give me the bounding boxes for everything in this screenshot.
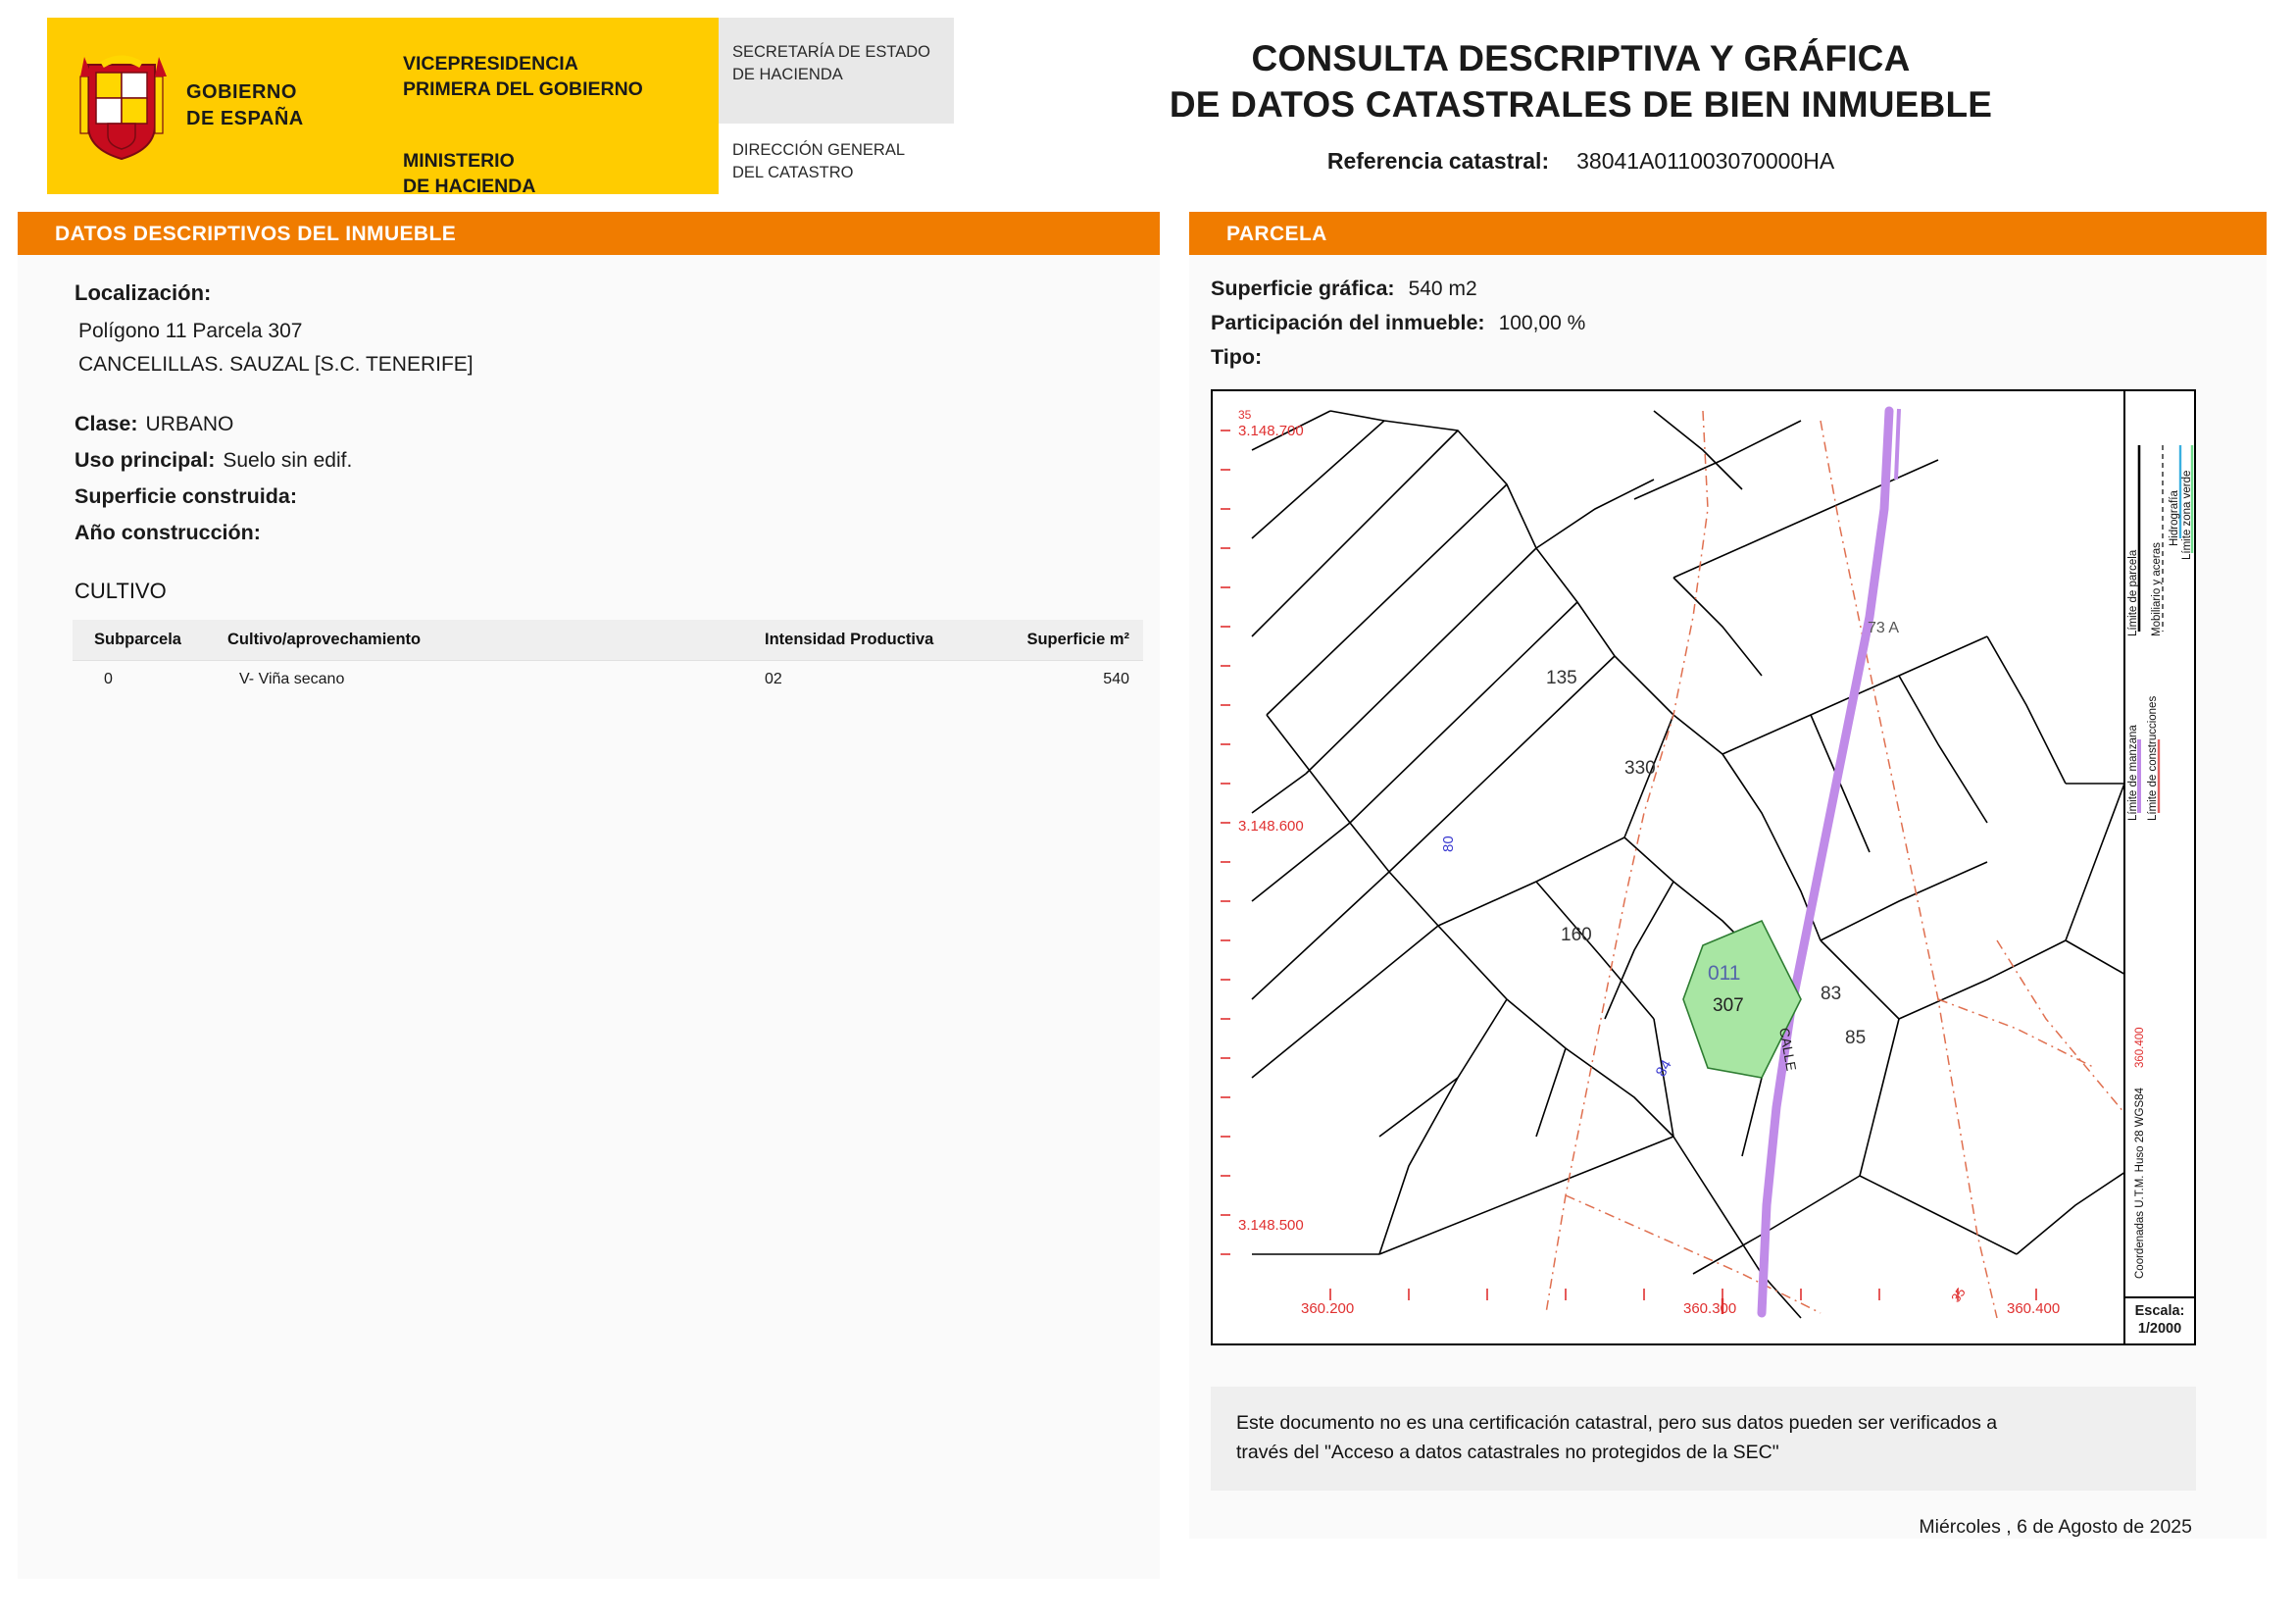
selected-parcel-label-011: 011 xyxy=(1708,962,1741,985)
logo-direccion-line1: DIRECCIÓN GENERAL xyxy=(732,141,906,159)
logo-gobierno-line1: GOBIERNO xyxy=(186,81,297,103)
map-scale-value: 1/2000 xyxy=(2137,1321,2182,1338)
svg-text:73 A: 73 A xyxy=(1868,620,1900,636)
document-title-block xyxy=(954,18,2296,175)
table-row xyxy=(73,661,1143,699)
participacion-value: 100,00 % xyxy=(1498,312,1586,334)
svg-text:135: 135 xyxy=(1546,668,1577,688)
clase-label: Clase: xyxy=(75,412,138,435)
logo-secretaria-line2: DE HACIENDA xyxy=(732,66,843,84)
svg-text:Límite de parcela: Límite de parcela xyxy=(2127,549,2139,636)
manzana-boundaries xyxy=(1546,411,2193,1318)
superficie-grafica-label: Superficie gráfica: xyxy=(1211,277,1395,300)
clase-row xyxy=(75,412,1130,436)
logo-secretaria-block xyxy=(719,18,954,124)
logo-secretaria-col xyxy=(719,18,954,194)
left-panel-header: DATOS DESCRIPTIVOS DEL INMUEBLE xyxy=(18,212,1160,255)
document-date: Miércoles , 6 de Agosto de 2025 xyxy=(1919,1516,2192,1539)
superficie-construida-row xyxy=(75,484,1130,509)
table-header-row xyxy=(73,620,1143,661)
svg-text:3.148.600: 3.148.600 xyxy=(1238,818,1304,835)
parcel-labels-blue xyxy=(1440,836,1675,1080)
left-panel xyxy=(18,212,1160,1579)
svg-text:360.400: 360.400 xyxy=(2134,1027,2146,1068)
logo-direccion-general-block xyxy=(719,124,954,194)
anio-construccion-label: Año construcción: xyxy=(75,521,261,544)
logo-vicepresidencia-line1: VICEPRESIDENCIA xyxy=(403,53,578,75)
page-header xyxy=(0,0,2296,197)
cultivo-section-title: CULTIVO xyxy=(75,579,167,603)
left-panel-body xyxy=(18,255,1160,1579)
column-header-cultivo: Cultivo/aprovechamiento xyxy=(210,620,759,661)
uso-principal-row xyxy=(75,448,1130,473)
cell-intensidad: 02 xyxy=(765,671,782,687)
page-title-line1: CONSULTA DESCRIPTIVA Y GRÁFICA xyxy=(1251,38,1911,78)
svg-text:Límite zona verde: Límite zona verde xyxy=(2181,470,2193,560)
logo-ministerio-block xyxy=(385,18,719,197)
disclaimer-line2: través del "Acceso a datos catastrales no protegidos de la SEC" xyxy=(1236,1442,1779,1464)
uso-principal-label: Uso principal: xyxy=(75,448,216,472)
localizacion-section xyxy=(18,280,1160,604)
right-panel xyxy=(1189,212,2267,1579)
logo-ministerio-line2: DE HACIENDA xyxy=(403,175,536,197)
logo-direccion-line2: DEL CATASTRO xyxy=(732,164,854,182)
map-legend xyxy=(2123,391,2194,1298)
coordinate-labels xyxy=(1238,408,2060,1317)
svg-text:3.148.500: 3.148.500 xyxy=(1238,1217,1304,1234)
svg-text:Límite de manzana: Límite de manzana xyxy=(2127,725,2139,821)
logo-ministerio-line1: MINISTERIO xyxy=(403,149,515,172)
svg-text:Límite de construcciones: Límite de construcciones xyxy=(2147,695,2159,821)
svg-text:83: 83 xyxy=(1821,984,1842,1004)
localizacion-line1: Polígono 11 Parcela 307 xyxy=(78,320,303,342)
tipo-row xyxy=(1211,345,2267,370)
logo-gobierno-text xyxy=(186,79,304,132)
superficie-grafica-row xyxy=(1211,277,2267,301)
cultivo-table-body xyxy=(73,661,1143,699)
cadastral-map[interactable] xyxy=(1211,389,2196,1345)
uso-principal-value: Suelo sin edif. xyxy=(223,449,353,472)
disclaimer-line1: Este documento no es una certificación catastral, pero sus datos pueden ser verificados a xyxy=(1236,1412,1998,1434)
localizacion-label: Localización: xyxy=(75,280,212,305)
page-title-line2: DE DATOS CATASTRALES DE BIEN INMUEBLE xyxy=(1169,84,1993,126)
map-scale-label: Escala: xyxy=(2134,1303,2185,1319)
disclaimer-note xyxy=(1211,1387,2196,1491)
svg-text:Mobiliario y aceras: Mobiliario y aceras xyxy=(2151,542,2163,636)
svg-text:360.300: 360.300 xyxy=(1683,1300,1737,1317)
axis-ticks xyxy=(1221,431,2036,1314)
clase-value: URBANO xyxy=(145,413,234,435)
content-columns xyxy=(0,212,2296,1579)
svg-text:360.200: 360.200 xyxy=(1301,1300,1355,1317)
cell-superficie: 540 xyxy=(1103,671,1129,687)
svg-text:360.400: 360.400 xyxy=(2007,1300,2061,1317)
svg-text:84: 84 xyxy=(1652,1057,1675,1080)
coat-of-arms-icon xyxy=(75,47,169,165)
street-name-label: CALLE xyxy=(1776,1026,1800,1073)
tipo-label: Tipo: xyxy=(1211,345,1263,369)
cell-cultivo: V- Viña secano xyxy=(239,671,345,687)
logo-vicepresidencia-line2: PRIMERA DEL GOBIERNO xyxy=(403,78,643,101)
logo-gobierno-de-espana xyxy=(47,18,385,194)
cadastral-reference-label: Referencia catastral: xyxy=(1326,147,1550,174)
svg-text:85: 85 xyxy=(1845,1028,1867,1048)
map-drawing xyxy=(1213,391,2194,1343)
svg-text:3.148.700: 3.148.700 xyxy=(1238,423,1304,439)
svg-text:330: 330 xyxy=(1624,758,1656,779)
svg-text:Hidrografía: Hidrografía xyxy=(2169,490,2180,546)
page-title xyxy=(954,35,2208,128)
logo-gobierno-line2: DE ESPAÑA xyxy=(186,108,304,129)
localizacion-line2: CANCELILLAS. SAUZAL [S.C. TENERIFE] xyxy=(78,353,474,376)
participacion-row xyxy=(1211,311,2267,335)
right-panel-header: PARCELA xyxy=(1189,212,2267,255)
spacer xyxy=(75,386,1130,412)
right-panel-body xyxy=(1189,255,2267,1539)
selected-parcel-label-307: 307 xyxy=(1713,995,1744,1016)
logo-secretaria-line1: SECRETARÍA DE ESTADO xyxy=(732,43,931,61)
column-header-intensidad: Intensidad Productiva xyxy=(759,620,1004,661)
cultivo-table-head xyxy=(73,620,1143,661)
anio-construccion-row xyxy=(75,521,1130,545)
cultivo-table xyxy=(73,620,1143,698)
map-scale xyxy=(2123,1296,2194,1343)
superficie-grafica-value: 540 m2 xyxy=(1408,278,1477,300)
cadastral-reference-value: 38041A011003070000HA xyxy=(1576,147,1835,174)
svg-text:Coordenadas U.T.M. Huso 28 WG: Coordenadas U.T.M. Huso 28 WGS84 xyxy=(2134,1088,2146,1279)
svg-text:35: 35 xyxy=(1948,1285,1969,1305)
street-line xyxy=(1762,411,1889,1313)
cadastral-reference-row xyxy=(954,148,2208,175)
svg-text:80: 80 xyxy=(1440,836,1457,852)
column-header-superficie: Superficie m² xyxy=(1004,620,1143,661)
participacion-label: Participación del inmueble: xyxy=(1211,311,1485,334)
superficie-construida-label: Superficie construida: xyxy=(75,484,297,508)
government-logo-block xyxy=(47,18,954,197)
parcel-boundaries xyxy=(1252,411,2193,1318)
street-line-secondary xyxy=(1896,409,1899,480)
column-header-subparcela: Subparcela xyxy=(73,620,210,661)
cell-subparcela: 0 xyxy=(104,671,113,687)
svg-text:35: 35 xyxy=(1238,408,1252,422)
svg-text:160: 160 xyxy=(1561,925,1592,945)
